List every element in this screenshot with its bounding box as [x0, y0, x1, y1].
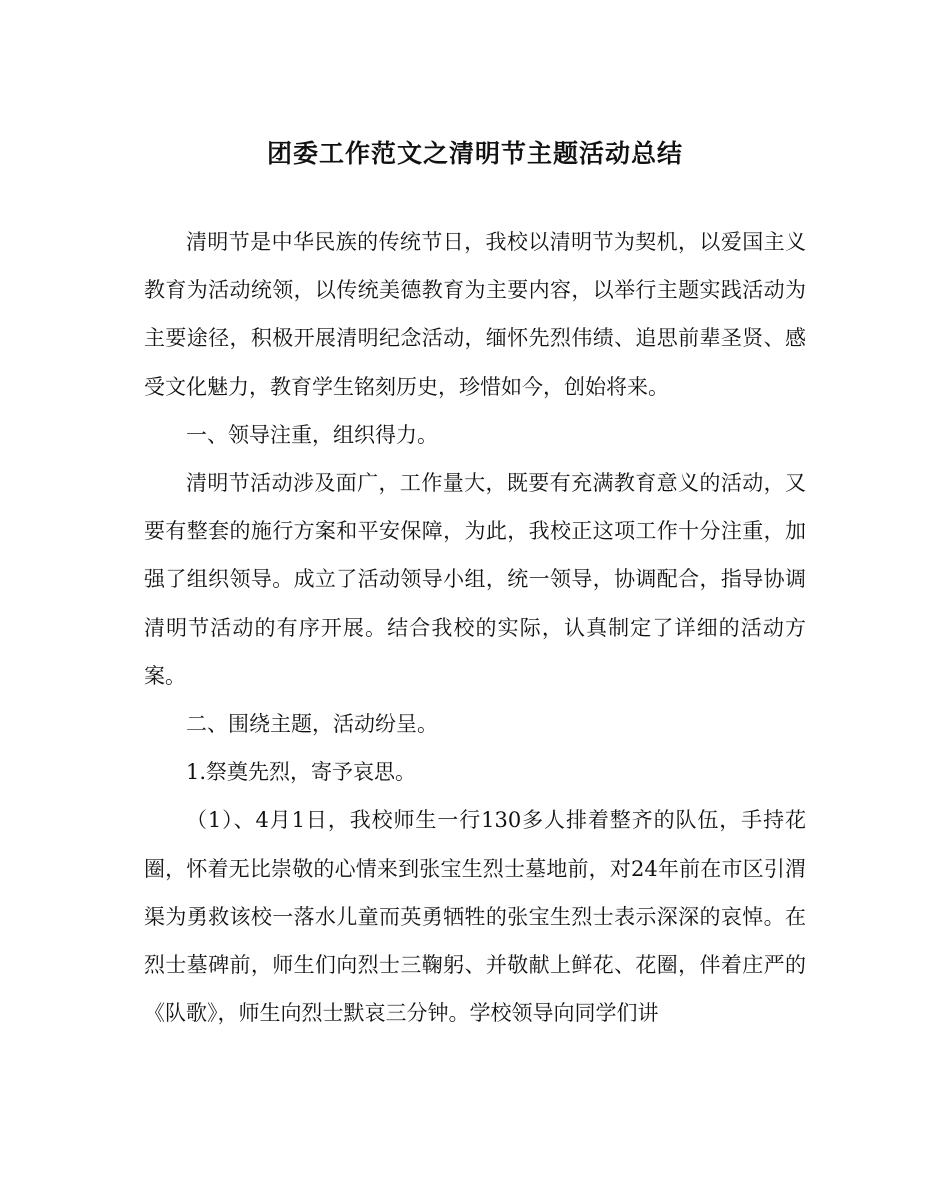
- document-body: [144, 218, 806, 1037]
- paragraph-leadership: 清明节活动涉及面广，工作量大，既要有充满教育意义的活动，又要有整套的施行方案和平安保障，为此，我校正这项工作十分注重，加强了组织领导。成立了活动领导小组，统一领导，协调配合，指导协调清明节活动的有序开展。结合我校的实际，认真制定了详细的活动方案。: [144, 471, 806, 688]
- paragraph-intro: 清明节是中华民族的传统节日，我校以清明节为契机，以爱国主义教育为活动统领，以传统美德教育为主要内容，以举行主题实践活动为主要途径，积极开展清明纪念活动，缅怀先烈伟绩、追思前辈圣贤、感受文化魅力，教育学生铭刻历史，珍惜如今，创始将来。: [144, 230, 806, 399]
- subsection-heading-1: 1.祭奠先烈，寄予哀思。: [186, 760, 417, 785]
- paragraph-memorial: （1）、4月1日，我校师生一行130多人排着整齐的队伍，手持花圈，怀着无比崇敬的心情来到张宝生烈士墓地前，对24年前在市区引渭渠为勇救该校一落水儿童而英勇牺牲的张宝生烈士表示深深的哀悼。在烈士墓碑前，师生们向烈士三鞠躬、并敬献上鲜花、花圈，伴着庄严的《队歌》，师生向烈士默哀三分钟。学校领导向同学们讲: [144, 808, 806, 1026]
- document-title: 团委工作范文之清明节主题活动总结: [266, 139, 683, 168]
- section-heading-2: 二、围绕主题，活动纷呈。: [186, 712, 438, 737]
- section-heading-1: 一、领导注重，组织得力。: [186, 422, 438, 447]
